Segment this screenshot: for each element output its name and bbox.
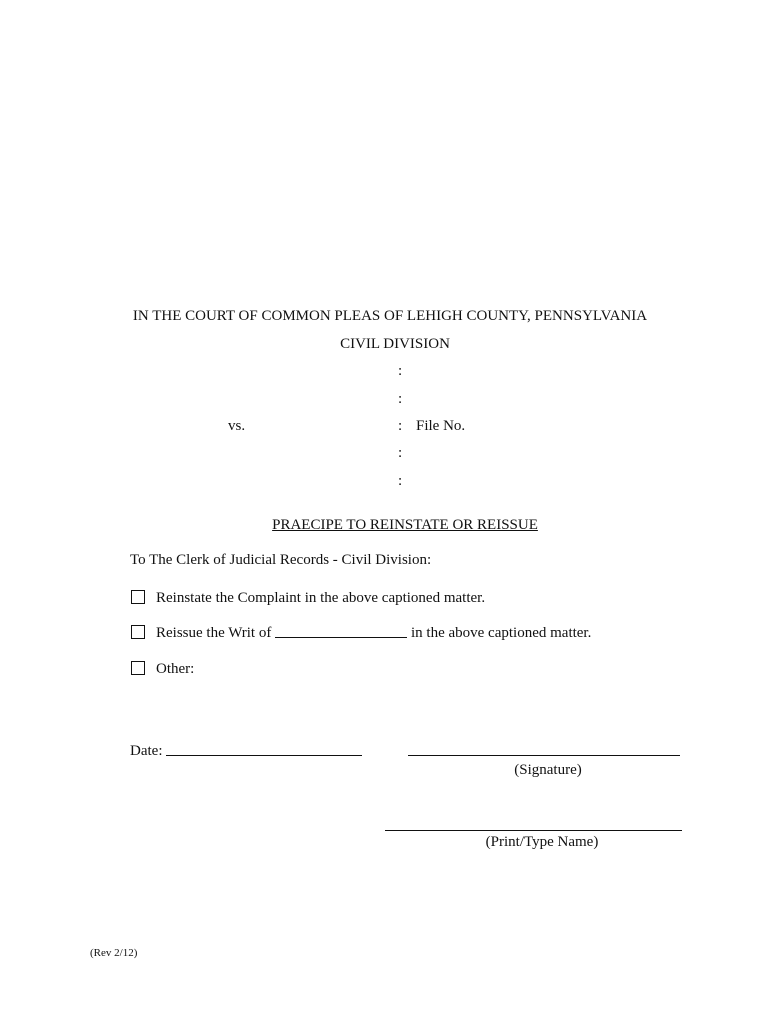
revision-note: (Rev 2/12) [90, 947, 138, 959]
caption-colon: : [398, 363, 403, 379]
court-heading: IN THE COURT OF COMMON PLEAS OF LEHIGH COUNTY, PENNSYLVANIA [132, 308, 648, 324]
signature-line[interactable] [408, 755, 680, 756]
caption-colon: : [398, 445, 403, 461]
reissue-option-suffix: in the above captioned matter. [411, 625, 592, 641]
caption-colon: : [398, 418, 403, 434]
file-number-label: File No. [416, 418, 466, 434]
addressee-line: To The Clerk of Judicial Records - Civil Division: [130, 552, 432, 568]
reissue-option-label: Reissue the Writ of [156, 625, 272, 641]
print-name-line[interactable] [385, 830, 682, 831]
reinstate-option-label: Reinstate the Complaint in the above captioned matter. [156, 590, 486, 606]
versus-label: vs. [228, 418, 246, 434]
document-title: PRAECIPE TO REINSTATE OR REISSUE [272, 517, 538, 533]
date-field-line[interactable] [166, 755, 362, 756]
reinstate-checkbox[interactable] [131, 590, 145, 604]
date-label: Date: [130, 743, 163, 759]
other-option-label: Other: [156, 661, 195, 677]
writ-type-blank[interactable] [275, 637, 407, 638]
reissue-checkbox[interactable] [131, 625, 145, 639]
division-heading: CIVIL DIVISION [340, 336, 450, 352]
other-checkbox[interactable] [131, 661, 145, 675]
caption-colon: : [398, 391, 403, 407]
signature-caption: (Signature) [514, 762, 582, 778]
caption-colon: : [398, 473, 403, 489]
print-name-caption: (Print/Type Name) [485, 834, 599, 850]
